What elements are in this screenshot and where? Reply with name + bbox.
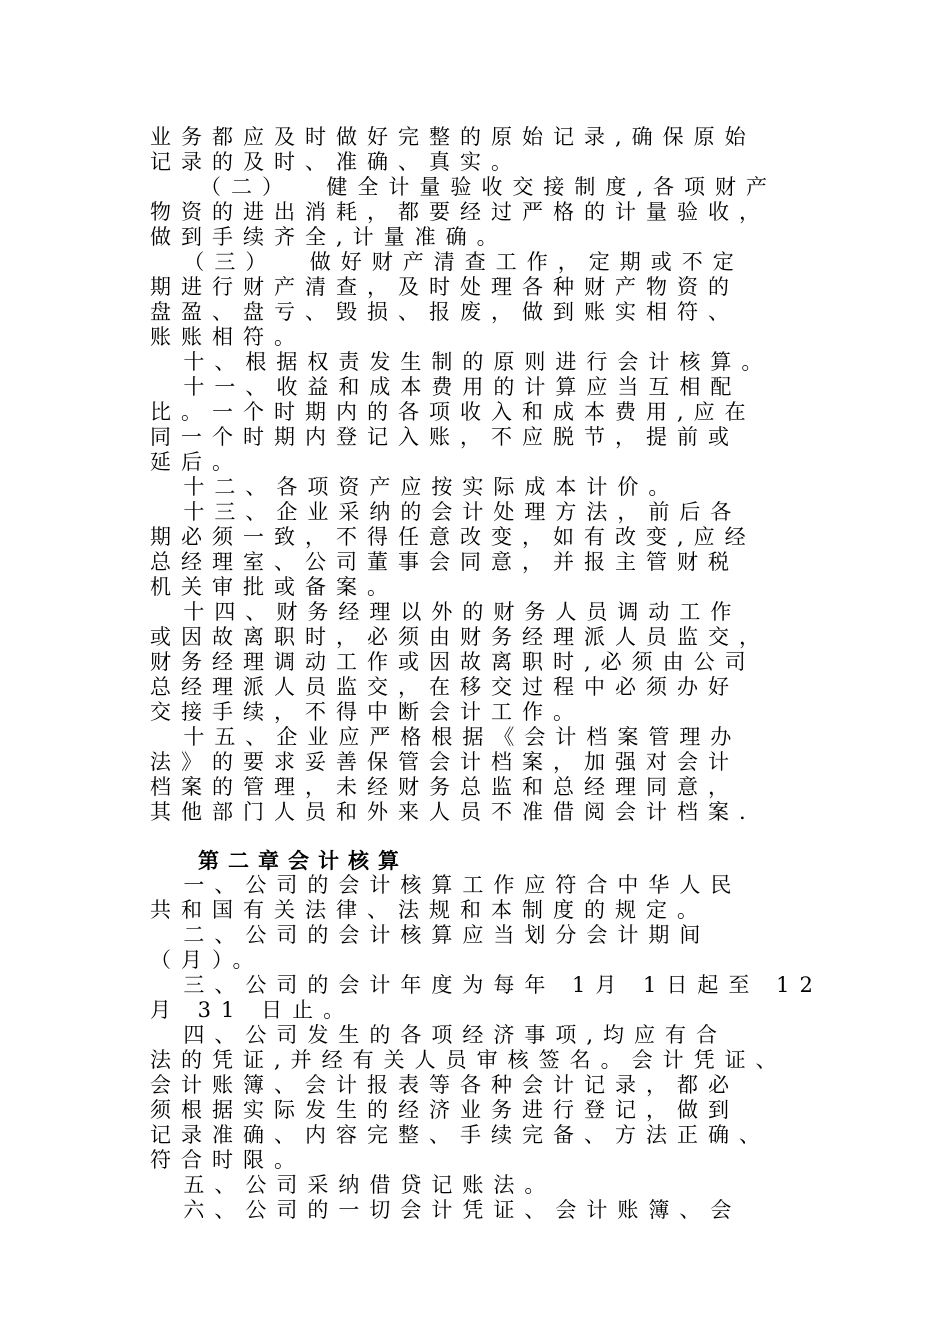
text-line: 期进行财产清查，及时处理各种财产物资的 xyxy=(150,275,739,299)
text-line: 十、根据权责发生制的原则进行会计核算。 xyxy=(150,350,773,374)
text-line: 十一、收益和成本费用的计算应当互相配 xyxy=(150,375,742,399)
text-line: 法》的要求妥善保管会计档案，加强对会计 xyxy=(150,750,739,774)
text-line: 符合时限。 xyxy=(150,1148,305,1172)
text-line: 二、公司的会计核算应当划分会计期间 xyxy=(150,923,711,947)
text-line: 记录准确、内容完整、手续完备、方法正确、 xyxy=(150,1123,770,1147)
text-line: 比。一个时期内的各项收入和成本费用,应在 xyxy=(150,400,756,424)
text-line: 财务经理调动工作或因故离职时,必须由公司 xyxy=(150,650,756,674)
text-line: 四、公司发生的各项经济事项,均应有合 xyxy=(150,1023,728,1047)
text-line: 总经理派人员监交，在移交过程中必须办好 xyxy=(150,675,739,699)
text-line: 盘盈、盘亏、毁损、报废，做到账实相符、 xyxy=(150,300,739,324)
text-line: 记录的及时、准确、真实。 xyxy=(150,150,522,174)
text-line: 十五、企业应严格根据《会计档案管理办 xyxy=(150,725,742,749)
text-line: 账账相符。 xyxy=(150,325,305,349)
text-line: 交接手续，不得中断会计工作。 xyxy=(150,700,584,724)
text-line: 五、公司采纳借贷记账法。 xyxy=(150,1173,556,1197)
text-line: 月 31 日止。 xyxy=(150,998,355,1022)
text-line: 一、公司的会计核算工作应符合中华人民 xyxy=(150,873,742,897)
text-line: 六、公司的一切会计凭证、会计账簿、会 xyxy=(150,1198,742,1222)
text-line: 须根据实际发生的经济业务进行登记，做到 xyxy=(150,1098,739,1122)
text-line: 机关审批或备案。 xyxy=(150,575,398,599)
text-line: 十三、企业采纳的会计处理方法，前后各 xyxy=(150,500,742,524)
text-line: 其他部门人员和外来人员不准借阅会计档案. xyxy=(150,800,756,824)
text-line: 期必须一致，不得任意改变，如有改变,应经 xyxy=(150,525,756,549)
text-line: 业务都应及时做好完整的原始记录,确保原始 xyxy=(150,125,756,149)
text-line: 三、公司的会计年度为每年 1月 1日起至 12 xyxy=(150,973,823,997)
text-line: 总经理室、公司董事会同意，并报主管财税 xyxy=(150,550,739,574)
text-line: 做到手续齐全,计量准确。 xyxy=(150,225,508,249)
text-line: （二） 健全计量验收交接制度,各项财产 xyxy=(150,175,778,199)
text-line: （月）。 xyxy=(150,948,264,972)
text-line: 十四、财务经理以外的财务人员调动工作 xyxy=(150,600,742,624)
text-line: 延后。 xyxy=(150,450,243,474)
text-line: 档案的管理，未经财务总监和总经理同意， xyxy=(150,775,739,799)
text-line: （三） 做好财产清查工作，定期或不定 xyxy=(150,250,744,274)
text-line: 共和国有关法律、法规和本制度的规定。 xyxy=(150,898,708,922)
text-line: 十二、各项资产应按实际成本计价。 xyxy=(150,475,680,499)
text-line: 会计账簿、会计报表等各种会计记录，都必 xyxy=(150,1073,739,1097)
text-line: 同一个时期内登记入账，不应脱节，提前或 xyxy=(150,425,739,449)
text-line: 法的凭证,并经有关人员审核签名。会计凭证、 xyxy=(150,1048,787,1072)
chapter-title: 第二章会计核算 xyxy=(198,848,408,873)
text-line: 物资的进出消耗，都要经过严格的计量验收， xyxy=(150,200,770,224)
text-line: 或因故离职时，必须由财务经理派人员监交， xyxy=(150,625,770,649)
